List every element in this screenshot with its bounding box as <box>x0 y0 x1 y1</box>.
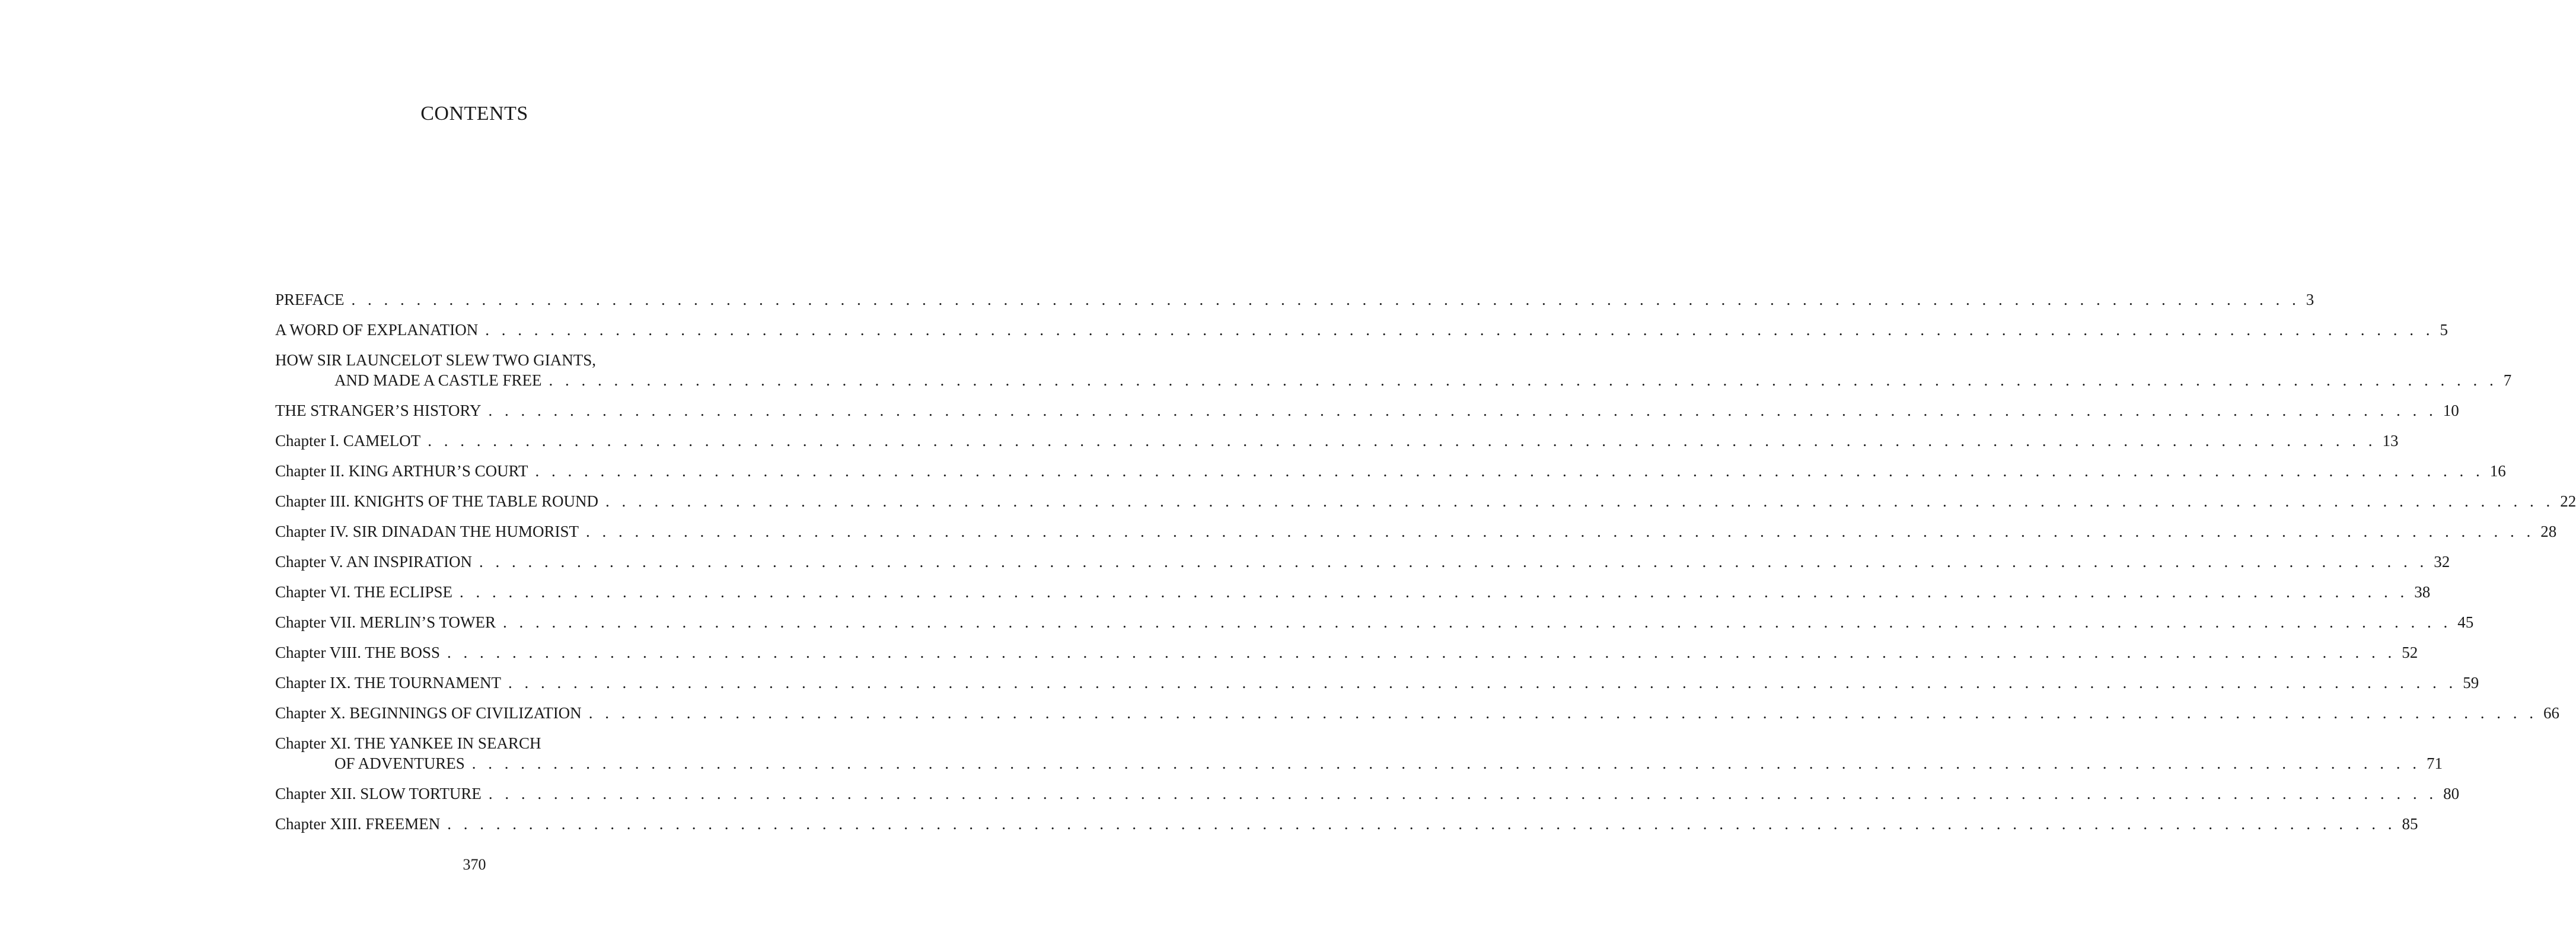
page-number: 370 <box>463 856 486 873</box>
toc-page-number: 16 <box>2489 462 2506 480</box>
toc-dot-leader: . . . . . . . . . . . . . . . . . . . . . . . . . . . . . . . . . . . . . . . . . . . . . . . . . . . . . . . . . . . . . . . . . . . . . . . . . . . . . . . . . . . . . . . . . . . . . . . . . . . . . . . . . . . . . . . . . . . . . . . . <box>479 553 2428 571</box>
toc-entry-title: Chapter VI. THE ECLIPSE <box>275 583 452 601</box>
toc-entry-line <box>275 642 2418 663</box>
toc-entry-line <box>275 461 2506 481</box>
toc-dot-leader: . . . . . . . . . . . . . . . . . . . . . . . . . . . . . . . . . . . . . . . . . . . . . . . . . . . . . . . . . . . . . . . . . . . . . . . . . . . . . . . . . . . . . . . . . . . . . . . . . . . . . . . . . . . . . . . . . . . . . . . . <box>502 613 2452 631</box>
toc-page-number: 7 <box>2503 371 2512 389</box>
toc-page-number: 28 <box>2540 523 2557 540</box>
toc-page-number: 13 <box>2382 432 2399 450</box>
toc-dot-leader: . . . . . . . . . . . . . . . . . . . . . . . . . . . . . . . . . . . . . . . . . . . . . . . . . . . . . . . . . . . . . . . . . . . . . . . . . . . . . . . . . . . . . . . . . . . . . . . . . . . . . . . . . . . . . . . . . . . . . . . . <box>447 644 2396 661</box>
toc-dot-leader: . . . . . . . . . . . . . . . . . . . . . . . . . . . . . . . . . . . . . . . . . . . . . . . . . . . . . . . . . . . . . . . . . . . . . . . . . . . . . . . . . . . . . . . . . . . . . . . . . . . . . . . . . . . . . . . . . . . . . . . . <box>485 321 2434 339</box>
toc-entry <box>275 612 2474 632</box>
toc-entry-line <box>275 673 2479 693</box>
toc-entry-line <box>275 552 2450 572</box>
toc-entry-title: Chapter VII. MERLIN’S TOWER <box>275 613 496 631</box>
toc-entry <box>275 673 2479 693</box>
toc-dot-leader: . . . . . . . . . . . . . . . . . . . . . . . . . . . . . . . . . . . . . . . . . . . . . . . . . . . . . . . . . . . . . . . . . . . . . . . . . . . . . . . . . . . . . . . . . . . . . . . . . . . . . . . . . . . . . . . . . . . . . . . . <box>471 754 2421 772</box>
toc-entry-title: AND MADE A CASTLE FREE <box>334 371 542 389</box>
toc-dot-leader: . . . . . . . . . . . . . . . . . . . . . . . . . . . . . . . . . . . . . . . . . . . . . . . . . . . . . . . . . . . . . . . . . . . . . . . . . . . . . . . . . . . . . . . . . . . . . . . . . . . . . . . . . . . . . . . . . . . . . . . . <box>488 785 2438 802</box>
toc-entry-title: Chapter IV. SIR DINADAN THE HUMORIST <box>275 523 579 540</box>
toc-entry <box>275 350 2512 390</box>
toc-entry <box>275 431 2399 451</box>
toc-page-number: 38 <box>2414 583 2431 601</box>
toc-page-number: 66 <box>2543 704 2559 722</box>
toc-entry <box>275 733 2443 773</box>
toc-entry-title: Chapter VIII. THE BOSS <box>275 644 440 661</box>
toc-entry <box>275 289 2314 310</box>
toc-entry-title: THE STRANGER’S HISTORY <box>275 402 482 419</box>
toc-entry <box>275 552 2450 572</box>
toc-page-number: 52 <box>2402 644 2418 661</box>
toc-entry-continuation <box>275 753 2443 773</box>
toc-entry-title: Chapter III. KNIGHTS OF THE TABLE ROUND <box>275 492 599 510</box>
toc-dot-leader: . . . . . . . . . . . . . . . . . . . . . . . . . . . . . . . . . . . . . . . . . . . . . . . . . . . . . . . . . . . . . . . . . . . . . . . . . . . . . . . . . . . . . . . . . . . . . . . . . . . . . . . . . . . . . . . . . . . . . . . . <box>459 583 2409 601</box>
toc-dot-leader: . . . . . . . . . . . . . . . . . . . . . . . . . . . . . . . . . . . . . . . . . . . . . . . . . . . . . . . . . . . . . . . . . . . . . . . . . . . . . . . . . . . . . . . . . . . . . . . . . . . . . . . . . . . . . . . . . . . . . . . . <box>588 704 2537 722</box>
toc-entry-line <box>275 703 2559 723</box>
toc-page-number: 59 <box>2463 674 2479 692</box>
toc-entry <box>275 320 2449 340</box>
toc-entry <box>275 582 2431 602</box>
toc-entry-continuation <box>275 370 2512 390</box>
toc-entry <box>275 814 2418 834</box>
toc-dot-leader: . . . . . . . . . . . . . . . . . . . . . . . . . . . . . . . . . . . . . . . . . . . . . . . . . . . . . . . . . . . . . . . . . . . . . . . . . . . . . . . . . . . . . . . . . . . . . . . . . . . . . . . . . . . . . . . . . . . . . . . . <box>605 492 2555 510</box>
toc-page-number: 32 <box>2434 553 2450 571</box>
toc-entry-title: HOW SIR LAUNCELOT SLEW TWO GIANTS, <box>275 351 596 369</box>
toc-entry <box>275 703 2559 723</box>
toc-entry <box>275 784 2460 804</box>
toc-dot-leader: . . . . . . . . . . . . . . . . . . . . . . . . . . . . . . . . . . . . . . . . . . . . . . . . . . . . . . . . . . . . . . . . . . . . . . . . . . . . . . . . . . . . . . . . . . . . . . . . . . . . . . . . . . . . . . . . . . . . . . . . <box>508 674 2457 692</box>
toc-entry-title: Chapter I. CAMELOT <box>275 432 421 450</box>
toc-entry-line <box>275 491 2576 511</box>
table-of-contents <box>275 289 2576 834</box>
toc-entry-line <box>275 784 2460 804</box>
toc-dot-leader: . . . . . . . . . . . . . . . . . . . . . . . . . . . . . . . . . . . . . . . . . . . . . . . . . . . . . . . . . . . . . . . . . . . . . . . . . . . . . . . . . . . . . . . . . . . . . . . . . . . . . . . . . . . . . . . . . . . . . . . . <box>549 371 2498 389</box>
toc-entry-line <box>275 521 2557 542</box>
toc-entry-line <box>275 400 2459 421</box>
toc-page-number: 45 <box>2457 613 2474 631</box>
toc-dot-leader: . . . . . . . . . . . . . . . . . . . . . . . . . . . . . . . . . . . . . . . . . . . . . . . . . . . . . . . . . . . . . . . . . . . . . . . . . . . . . . . . . . . . . . . . . . . . . . . . . . . . . . . . . . . . . . . . . . . . . . . . <box>447 815 2396 833</box>
toc-entry-line <box>275 350 723 370</box>
toc-entry-line <box>275 814 2418 834</box>
toc-page-number: 10 <box>2443 402 2459 419</box>
toc-page-number: 22 <box>2560 492 2576 510</box>
toc-dot-leader: . . . . . . . . . . . . . . . . . . . . . . . . . . . . . . . . . . . . . . . . . . . . . . . . . . . . . . . . . . . . . . . . . . . . . . . . . . . . . . . . . . . . . . . . . . . . . . . . . . . . . . . . . . . . . . . . . . . . . . . . <box>488 402 2437 419</box>
toc-entry-title: Chapter X. BEGINNINGS OF CIVILIZATION <box>275 704 582 722</box>
toc-entry-title: Chapter IX. THE TOURNAMENT <box>275 674 501 692</box>
toc-entry-line <box>275 582 2431 602</box>
toc-entry-title: OF ADVENTURES <box>334 754 465 772</box>
toc-entry-line <box>275 320 2449 340</box>
toc-entry-line <box>275 733 723 753</box>
toc-entry <box>275 461 2506 481</box>
toc-entry-title: Chapter XIII. FREEMEN <box>275 815 441 833</box>
toc-dot-leader: . . . . . . . . . . . . . . . . . . . . . . . . . . . . . . . . . . . . . . . . . . . . . . . . . . . . . . . . . . . . . . . . . . . . . . . . . . . . . . . . . . . . . . . . . . . . . . . . . . . . . . . . . . . . . . . . . . . . . . . . <box>586 523 2535 540</box>
toc-page-number: 85 <box>2402 815 2418 833</box>
toc-entry-line <box>275 431 2399 451</box>
toc-entry <box>275 491 2576 511</box>
toc-entry <box>275 521 2557 542</box>
toc-page-number: 5 <box>2440 321 2449 339</box>
toc-dot-leader: . . . . . . . . . . . . . . . . . . . . . . . . . . . . . . . . . . . . . . . . . . . . . . . . . . . . . . . . . . . . . . . . . . . . . . . . . . . . . . . . . . . . . . . . . . . . . . . . . . . . . . . . . . . . . . . . . . . . . . . . <box>351 291 2300 308</box>
toc-entry-line <box>275 612 2474 632</box>
toc-page-number: 71 <box>2427 754 2443 772</box>
toc-entry-line <box>275 289 2314 310</box>
toc-entry <box>275 642 2418 663</box>
toc-entry-title: Chapter XII. SLOW TORTURE <box>275 785 482 802</box>
toc-dot-leader: . . . . . . . . . . . . . . . . . . . . . . . . . . . . . . . . . . . . . . . . . . . . . . . . . . . . . . . . . . . . . . . . . . . . . . . . . . . . . . . . . . . . . . . . . . . . . . . . . . . . . . . . . . . . . . . . . . . . . . . . <box>535 462 2484 480</box>
toc-entry-title: PREFACE <box>275 291 345 308</box>
toc-page-number: 3 <box>2306 291 2314 308</box>
toc-dot-leader: . . . . . . . . . . . . . . . . . . . . . . . . . . . . . . . . . . . . . . . . . . . . . . . . . . . . . . . . . . . . . . . . . . . . . . . . . . . . . . . . . . . . . . . . . . . . . . . . . . . . . . . . . . . . . . . . . . . . . . . . <box>428 432 2377 450</box>
toc-entry-title: A WORD OF EXPLANATION <box>275 321 479 339</box>
toc-entry-title: Chapter V. AN INSPIRATION <box>275 553 473 571</box>
toc-entry-title: Chapter XI. THE YANKEE IN SEARCH <box>275 734 541 752</box>
toc-entry-title: Chapter II. KING ARTHUR’S COURT <box>275 462 528 480</box>
toc-entry <box>275 400 2459 421</box>
page-title: CONTENTS <box>420 103 528 125</box>
toc-page-number: 80 <box>2443 785 2460 802</box>
